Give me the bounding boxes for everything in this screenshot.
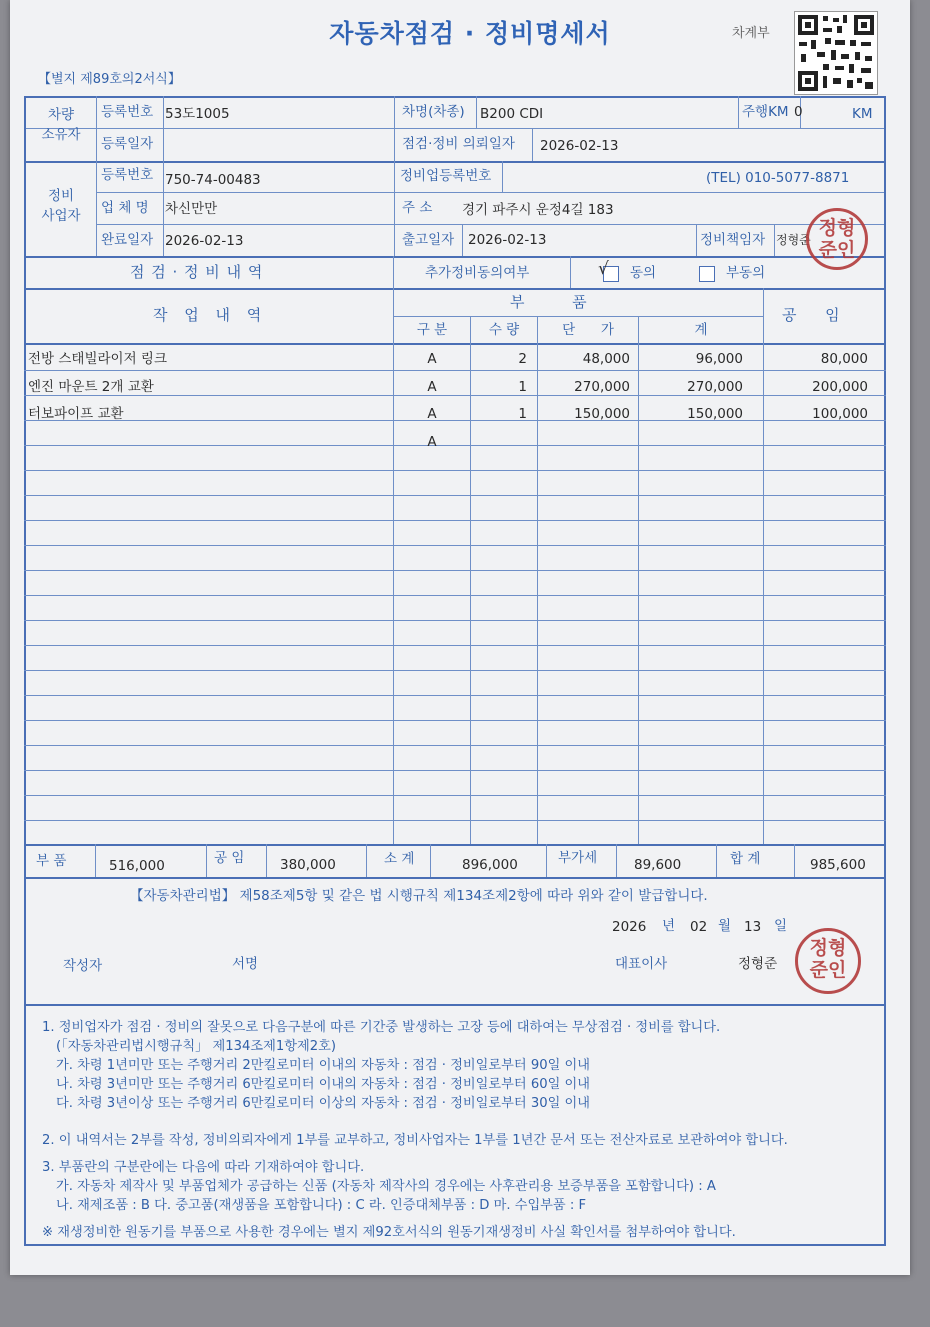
total-parts-label: 부 품: [36, 853, 67, 869]
owner-reg-no-label: 등록번호: [101, 104, 154, 120]
disagree-label: 부동의: [726, 265, 766, 281]
qty-header: 수 량: [488, 322, 520, 338]
check-icon: √: [598, 259, 609, 279]
note-line: 다. 차령 3년이상 또는 주행거리 6만킬로미터 이상의 자동차 : 점검 · 정비일로부터 30일 이내: [56, 1096, 591, 1111]
biz-reg-no: 750-74-00483: [165, 172, 261, 188]
note-line: 3. 부품란의 구분란에는 다음에 따라 기재하여야 합니다.: [42, 1160, 365, 1175]
part-type: A: [427, 378, 437, 395]
note-line: 1. 정비업자가 점검 · 정비의 잘못으로 다음구분에 따른 기간중 발생하는 고장 등에 대하여는 무상점검 · 정비를 합니다.: [42, 1020, 721, 1035]
manager-name: 정형준: [776, 233, 811, 247]
owner-reg-no: 53도1005: [165, 106, 230, 122]
notes-section: [42, 1018, 902, 1242]
work-description: 터보파이프 교환: [28, 406, 124, 422]
company-label: 업 체 명: [101, 200, 149, 216]
mileage-unit: KM: [852, 106, 873, 122]
year-label: 년: [662, 918, 676, 934]
inspection-section-label: 점 검 · 정 비 내 역: [130, 263, 264, 281]
month-label: 월: [718, 918, 732, 934]
unit-price: 150,000: [574, 406, 630, 422]
part-type: A: [427, 351, 437, 367]
done-date-label: 완료일자: [101, 232, 154, 248]
issue-day: 13: [744, 919, 762, 935]
labor-cost: 200,000: [812, 378, 868, 395]
day-label: 일: [774, 918, 788, 934]
unit-price: 48,000: [582, 351, 630, 367]
company-name: 차신만만: [165, 201, 218, 217]
unit-price-header: 단 가: [562, 322, 614, 338]
ceo-name: 정형준: [738, 956, 778, 972]
note-line: 2. 이 내역서는 2부를 작성, 정비의뢰자에게 1부를 교부하고, 정비사업자는 1부를 1년간 문서 또는 전산자료로 보관하여야 합니다.: [42, 1133, 788, 1148]
car-name-label: 차명(차종): [402, 104, 465, 120]
owner-section-label: 차량 소유자: [41, 107, 81, 143]
labor-header: 공 임: [782, 306, 840, 324]
document-paper: [10, 0, 910, 1275]
seal-stamp-top: 정형 준인: [806, 208, 868, 270]
note-line: (「자동차관리법시행규칙」 제134조제1항제2호): [56, 1039, 337, 1054]
qr-code-icon: [794, 11, 878, 95]
owner-reg-date-label: 등록일자: [101, 136, 154, 152]
note-line: 나. 재제조품 : B 다. 중고품(재생품을 포함합니다) : C 라. 인증대체부품 : D 마. 수입부품 : F: [56, 1198, 587, 1213]
seal-stamp-bottom: 정형 준인: [795, 928, 861, 994]
part-sum: 270,000: [687, 378, 743, 395]
part-sum: 96,000: [695, 351, 743, 367]
chagyebu-label: 차계부: [732, 26, 770, 41]
work-description: 엔진 마운트 2개 교환: [28, 378, 154, 395]
biz-reg-no-label: 등록번호: [101, 167, 154, 183]
labor-cost: 80,000: [820, 351, 868, 367]
done-date: 2026-02-13: [165, 233, 244, 249]
address-value: 경기 파주시 운정4길 183: [462, 202, 614, 218]
car-name: B200 CDI: [480, 106, 544, 122]
writer-label: 작성자: [63, 958, 103, 974]
note-line: 가. 자동차 제작사 및 부품업체가 공급하는 신품 (자동차 제작사의 경우에는 사후관리용 보증부품을 포함합니다) : A: [56, 1179, 716, 1194]
document-title: 자동차점검 · 정비명세서: [329, 19, 611, 48]
agree-label: 동의: [630, 265, 657, 281]
part-sum: 150,000: [687, 406, 743, 422]
release-date-label: 출고일자: [402, 232, 455, 248]
labor-cost: 100,000: [812, 406, 868, 422]
ceo-label: 대표이사: [615, 956, 668, 972]
mileage-label: 주행KM: [742, 104, 789, 120]
vat-value: 89,600: [634, 857, 682, 873]
issue-month: 02: [690, 919, 708, 935]
total-parts-value: 516,000: [109, 858, 165, 874]
note-line: ※ 재생정비한 원동기를 부품으로 사용한 경우에는 별지 제92호서식의 원동기재생정비 사실 확인서를 첨부하여야 합니다.: [42, 1225, 736, 1240]
parts-header: 부 품: [510, 293, 587, 311]
part-type: A: [427, 433, 437, 450]
biz-registration-label: 정비업등록번호: [400, 168, 492, 184]
mileage-value: 0: [794, 104, 803, 120]
address-label: 주 소: [402, 200, 433, 216]
sum-header: 계: [694, 322, 708, 338]
issue-statement: 【자동차관리법】 제58조제5항 및 같은 법 시행규칙 제134조제2항에 따라 위와 같이 발급합니다.: [130, 888, 708, 904]
vat-label: 부가세: [558, 850, 598, 866]
subtotal-value: 896,000: [462, 857, 518, 873]
part-quantity: 1: [518, 406, 527, 422]
disagree-checkbox[interactable]: [699, 266, 715, 282]
manager-label: 정비책임자: [700, 232, 766, 248]
part-quantity: 1: [518, 378, 527, 395]
unit-price: 270,000: [574, 378, 630, 395]
work-header: 작 업 내 역: [153, 306, 268, 324]
note-line: 나. 차령 3년미만 또는 주행거리 6만킬로미터 이내의 자동차 : 점검 · 정비일로부터 60일 이내: [56, 1077, 591, 1092]
request-date-label: 점검·정비 의뢰일자: [402, 136, 515, 152]
note-line: 가. 차령 1년미만 또는 주행거리 2만킬로미터 이내의 자동차 : 점검 · 정비일로부터 90일 이내: [56, 1058, 591, 1073]
subtotal-label: 소 계: [384, 851, 415, 867]
grand-total-value: 985,600: [810, 857, 866, 873]
total-labor-label: 공 임: [214, 850, 245, 866]
part-type: A: [427, 406, 437, 422]
release-date: 2026-02-13: [468, 232, 547, 248]
form-number: 【별지 제89호의2서식】: [38, 72, 181, 87]
part-quantity: 2: [518, 351, 527, 367]
issue-year: 2026: [612, 919, 647, 935]
business-tel: (TEL) 010-5077-8871: [706, 170, 850, 186]
sign-label: 서명: [232, 956, 259, 972]
request-date: 2026-02-13: [540, 138, 619, 154]
type-header: 구 분: [416, 322, 448, 338]
business-section-label: 정비 사업자: [41, 188, 81, 224]
grand-total-label: 합 계: [730, 851, 761, 867]
work-description: 전방 스태빌라이저 링크: [28, 351, 167, 367]
total-labor-value: 380,000: [280, 857, 336, 873]
consent-label: 추가정비동의여부: [425, 265, 530, 281]
